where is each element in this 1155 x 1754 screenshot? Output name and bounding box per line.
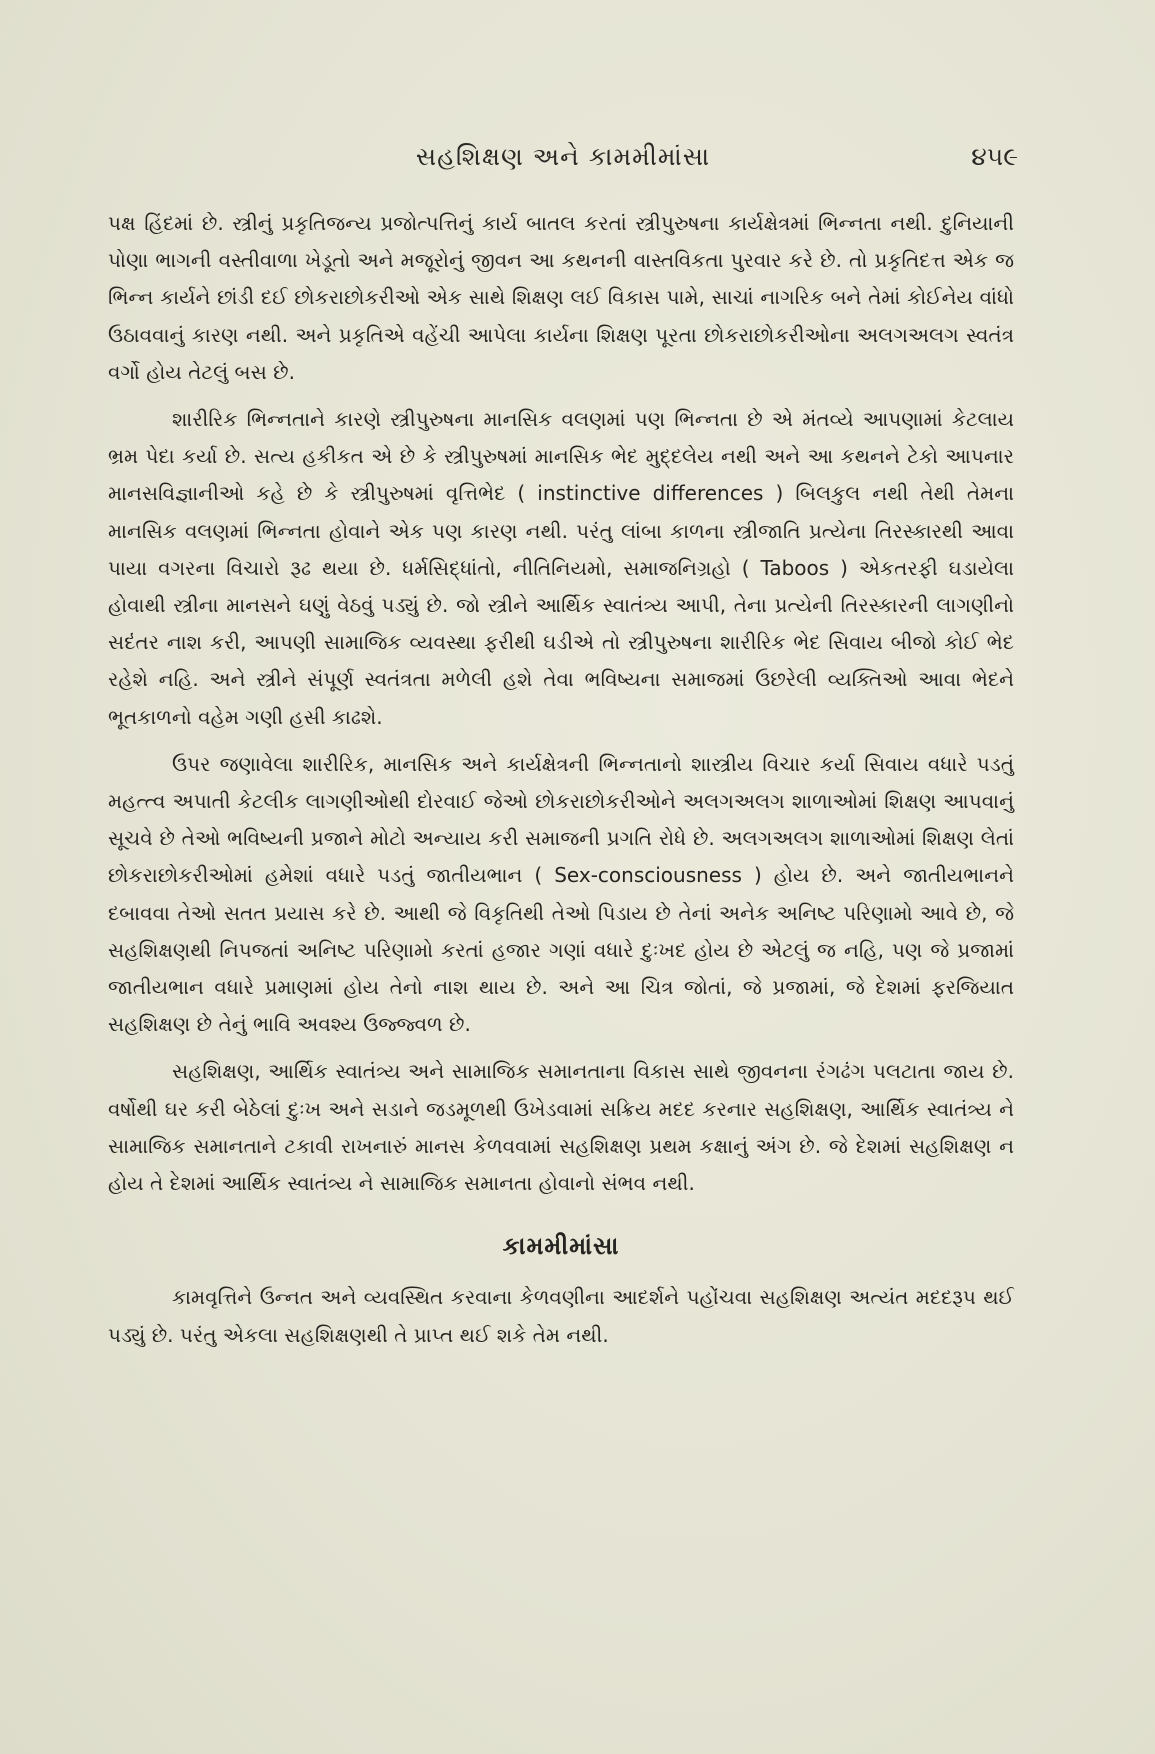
paragraph-1: પક્ષ હિંદમાં છે. સ્ત્રીનું પ્રકૃતિજન્ય પ્રજોત્પત્તિનું કાર્ય બાતલ કરતાં સ્ત્રીપુરુષના કાર્યક્ષેત્રમાં ભિન્નતા નથી. દુનિયાની પોણા ભાગની વસ્તીવાળા ખેડૂતો અને મજૂરોનું જીવન આ કથનની વાસ્તવિકતા પુરવાર કરે છે. તો પ્રકૃતિદત્ત એક જ ભિન્ન કાર્યને છાંડી દઈ છોકરાછોકરીઓ એક સાથે શિક્ષણ લઈ વિકાસ પામે, સાચાં નાગરિક બને તેમાં કોઈનેય વાંધો ઉઠાવવાનું કારણ નથી. અને પ્રકૃતિએ વહેંચી આપેલા કાર્યના શિક્ષણ પૂરતા છોકરાછોકરીઓના અલગઅલગ સ્વતંત્ર વર્ગો હોય તેટલું બસ છે. <box>108 211 1014 384</box>
section-paragraph: કામવૃત્તિને ઉન્નત અને વ્યવસ્થિત કરવાના કેળવણીના આદર્શને પહોંચવા સહશિક્ષણ અત્યંત મદદરૂપ થઈ પડ્યું છે. પરંતુ એકલા સહશિક્ષણથી તે પ્રાપ્ત થઈ શકે તેમ નથી. <box>108 1285 1014 1347</box>
paragraph-3: ઉપર જણાવેલા શારીરિક, માનસિક અને કાર્યક્ષેત્રની ભિન્નતાનો શાસ્ત્રીય વિચાર કર્યા સિવાય વધારે પડતું મહત્ત્વ અપાતી કેટલીક લાગણીઓથી દોરવાઈ જેઓ છોકરાછોકરીઓને અલગઅલગ શાળાઓમાં શિક્ષણ આપવાનું સૂચવે છે તેઓ ભવિષ્યની પ્રજાને મોટો અન્યાય કરી સમાજની પ્રગતિ રોધે છે. અલગઅલગ શાળાઓમાં શિક્ષણ લેતાં છોકરાછોકરીઓમાં હમેશાં વધારે પડતું જાતીયભાન ( Sex-consciousness ) હોય છે. અને જાતીયભાનને દબાવવા તેઓ સતત પ્રયાસ કરે છે. આથી જે વિકૃતિથી તેઓ પિડાય છે તેનાં અનેક અનિષ્ટ પરિણામો આવે છે, જે સહશિક્ષણથી નિપજતાં અનિષ્ટ પરિણામો કરતાં હજાર ગણાં વધારે દુઃખદ હોય છે એટલું જ નહિ, પણ જે પ્રજામાં જાતીયભાન વધારે પ્રમાણમાં હોય તેનો નાશ થાય છે. અને આ ચિત્ર જોતાં, જે પ્રજામાં, જે દેશમાં ફરજિયાત સહશિક્ષણ છે તેનું ભાવિ અવશ્ય ઉજ્જ્વળ છે. <box>108 751 1014 1037</box>
page-header <box>108 142 1018 182</box>
section-heading: કામમીમાંસા <box>502 1232 620 1261</box>
page-number: ૪૫૯ <box>971 142 1018 171</box>
paragraph-2: શારીરિક ભિન્નતાને કારણે સ્ત્રીપુરુષના માનસિક વલણમાં પણ ભિન્નતા છે એ મંતવ્યે આપણામાં કેટલાય ભ્રમ પેદા કર્યા છે. સત્ય હકીકત એ છે કે સ્ત્રીપુરુષમાં માનસિક ભેદ મુદ્દલેય નથી અને આ કથનને ટેકો આપનાર માનસવિજ્ઞાનીઓ કહે છે કે સ્ત્રીપુરુષમાં વૃત્તિભેદ ( instinctive differences ) બિલકુલ નથી તેથી તેમના માનસિક વલણમાં ભિન્નતા હોવાને એક પણ કારણ નથી. પરંતુ લાંબા કાળના સ્ત્રીજાતિ પ્રત્યેના તિરસ્કારથી આવા પાયા વગરના વિચારો રૂઢ થયા છે. ધર્મસિદ્ધાંતો, નીતિનિયમો, સમાજનિગ્રહો ( Taboos ) એકતરફી ઘડાયેલા હોવાથી સ્ત્રીના માનસને ઘણું વેઠવું પડ્યું છે. જો સ્ત્રીને આર્થિક સ્વાતંત્ર્ય આપી, તેના પ્રત્યેની તિરસ્કારની લાગણીનો સદંતર નાશ કરી, આપણી સામાજિક વ્યવસ્થા ફરીથી ઘડીએ તો સ્ત્રીપુરુષના શારીરિક ભેદ સિવાય બીજો કોઈ ભેદ રહેશે નહિ. અને સ્ત્રીને સંપૂર્ણ સ્વતંત્રતા મળેલી હશે તેવા ભવિષ્યના સમાજમાં ઉછરેલી વ્યક્તિઓ આવા ભેદને ભૂતકાળનો વહેમ ગણી હસી કાઢશે. <box>108 407 1014 729</box>
paragraph-4: સહશિક્ષણ, આર્થિક સ્વાતંત્ર્ય અને સામાજિક સમાનતાના વિકાસ સાથે જીવનના રંગઢંગ પલટાતા જાય છે. વર્ષોથી ઘર કરી બેઠેલાં દુઃખ અને સડાને જડમૂળથી ઉખેડવામાં સક્રિય મદદ કરનાર સહશિક્ષણ, આર્થિક સ્વાતંત્ર્ય ને સામાજિક સમાનતાને ટકાવી રાખનારું માનસ કેળવવામાં સહશિક્ષણ પ્રથમ કક્ષાનું અંગ છે. જે દેશમાં સહશિક્ષણ ન હોય તે દેશમાં આર્થિક સ્વાતંત્ર્ય ને સામાજિક સમાનતા હોવાનો સંભવ નથી. <box>108 1059 1014 1196</box>
running-title: સહશિક્ષણ અને કામમીમાંસા <box>415 142 711 171</box>
body-text <box>108 205 1014 1364</box>
